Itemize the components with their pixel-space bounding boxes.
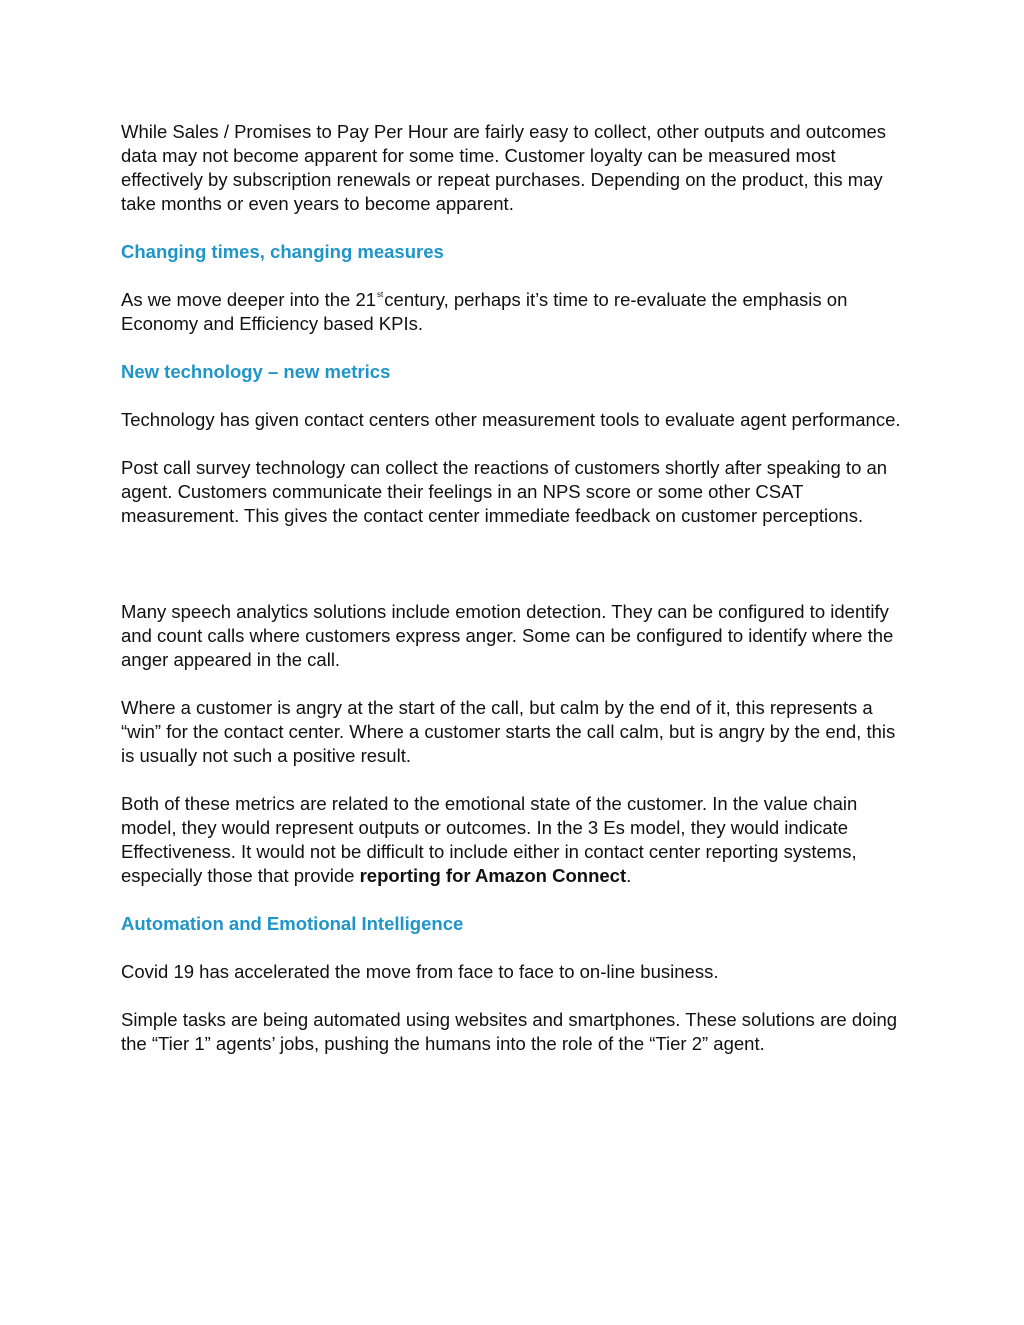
paragraph-emotional-metrics-period: . <box>626 865 632 886</box>
paragraph-emotional-metrics-text: Both of these metrics are related to the emotional state of the customer. In the value chain model, they would represent outputs or outcomes. In the 3 Es model, they would indicate Effectiveness. It would not be difficult to include either in contact center reporting systems, especially those that provide <box>121 793 858 886</box>
paragraph-21st-century-text-a: As we move deeper into the 21 <box>121 289 377 310</box>
paragraph-technology-tools: Technology has given contact centers other measurement tools to evaluate agent performance. <box>121 409 901 430</box>
superscript-st: st <box>377 290 384 299</box>
paragraph-21st-century <box>121 288 906 336</box>
document-page <box>121 120 906 1056</box>
heading-changing-times: Changing times, changing measures <box>121 241 444 262</box>
paragraph-speech-analytics: Many speech analytics solutions include emotion detection. They can be configured to identify and count calls where customers express anger. Some can be configured to identify where the anger appeared in the call. <box>121 601 894 670</box>
heading-automation-emotional-intelligence: Automation and Emotional Intelligence <box>121 913 464 934</box>
paragraph-21st-century-text-b: century, perhaps it’s time to re-evaluate the emphasis on Economy and Efficiency based KPIs. <box>121 289 848 334</box>
paragraph-post-call-survey: Post call survey technology can collect the reactions of customers shortly after speaking to an agent. Customers communicate their feelings in an NPS score or some other CSAT measurement. This gives the contact center immediate feedback on customer perceptions. <box>121 457 888 526</box>
paragraph-covid-19: Covid 19 has accelerated the move from face to face to on-line business. <box>121 961 719 982</box>
paragraph-sales-promises: While Sales / Promises to Pay Per Hour are fairly easy to collect, other outputs and outcomes data may not become apparent for some time. Customer loyalty can be measured most effectively by subscription renewals or repeat purchases. Depending on the product, this may take months or even years to become apparent. <box>121 121 887 214</box>
paragraph-emotional-metrics <box>121 792 906 888</box>
reporting-amazon-connect-link[interactable]: reporting for Amazon Connect <box>359 865 627 886</box>
paragraph-angry-customer: Where a customer is angry at the start of the call, but calm by the end of it, this represents a “win” for the contact center. Where a customer starts the call calm, but is angry by the end, this is usually not such a positive result. <box>121 697 896 766</box>
heading-new-technology: New technology – new metrics <box>121 361 391 382</box>
paragraph-simple-tasks: Simple tasks are being automated using websites and smartphones. These solutions are doing the “Tier 1” agents’ jobs, pushing the humans into the role of the “Tier 2” agent. <box>121 1009 898 1054</box>
